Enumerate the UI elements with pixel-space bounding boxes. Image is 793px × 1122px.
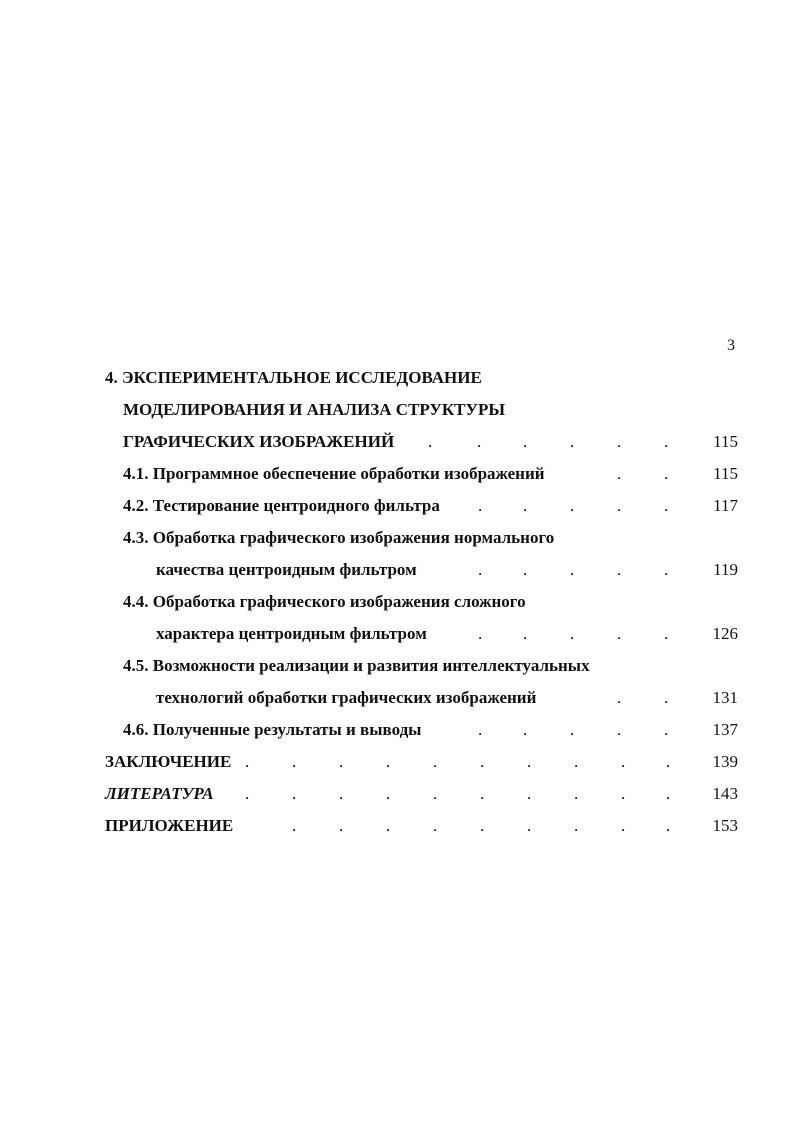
leader-dot: .: [617, 720, 622, 739]
toc-section-4-6-line: [123, 714, 693, 746]
leader-dot: .: [617, 432, 622, 451]
leader-dot: .: [245, 752, 250, 771]
leader-dot: .: [664, 624, 669, 643]
leader-dot: .: [478, 624, 483, 643]
toc-section-4-1-page: 115: [713, 464, 738, 483]
leader-dot: .: [617, 496, 622, 515]
leader-dot: .: [574, 816, 579, 835]
toc-conclusion-line: [105, 746, 695, 778]
toc-literature-line: [105, 778, 695, 810]
toc-section-4-4-title-1: 4.4. Обработка графического изображения сложного: [123, 592, 526, 611]
toc-literature-title: ЛИТЕРАТУРА: [105, 784, 214, 803]
toc-chapter-4-title-2: МОДЕЛИРОВАНИЯ И АНАЛИЗА СТРУКТУРЫ: [123, 400, 506, 419]
leader-dot: .: [339, 816, 344, 835]
leader-dot: .: [664, 560, 669, 579]
leader-dot: .: [245, 784, 250, 803]
leader-dot: .: [617, 624, 622, 643]
leader-dot: .: [433, 752, 438, 771]
toc-chapter-4-page: 115: [713, 432, 738, 451]
leader-dot: .: [339, 752, 344, 771]
leader-dot: .: [527, 784, 532, 803]
toc-section-4-3-title-1: 4.3. Обработка графического изображения нормального: [123, 528, 555, 547]
leader-dot: .: [477, 432, 482, 451]
leader-dot: .: [523, 624, 528, 643]
leader-dot: .: [664, 688, 669, 707]
toc-section-4-5-title-1: 4.5. Возможности реализации и развития интеллектуальных: [123, 656, 590, 675]
leader-dot: .: [570, 432, 575, 451]
leader-dot: .: [570, 624, 575, 643]
toc-section-4-4-line-2: [156, 618, 696, 650]
toc-section-4-2-page: 117: [713, 496, 738, 515]
toc-section-4-1-line: [123, 458, 693, 490]
leader-dot: .: [621, 816, 626, 835]
leader-dot: .: [339, 784, 344, 803]
leader-dot: .: [478, 560, 483, 579]
leader-dot: .: [570, 496, 575, 515]
leader-dot: .: [386, 752, 391, 771]
leader-dot: .: [433, 784, 438, 803]
toc-section-4-5-page: 131: [712, 688, 738, 707]
leader-dot: .: [527, 752, 532, 771]
leader-dot: .: [574, 752, 579, 771]
leader-dot: .: [523, 496, 528, 515]
leader-dot: .: [480, 784, 485, 803]
toc-chapter-4-title-1: 4. ЭКСПЕРИМЕНТАЛЬНОЕ ИССЛЕДОВАНИЕ: [105, 368, 482, 387]
leader-dot: .: [617, 688, 622, 707]
toc-section-4-6-page: 137: [712, 720, 738, 739]
leader-dot: .: [621, 784, 626, 803]
toc-section-4-4-page: 126: [712, 624, 738, 643]
page-number: 3: [727, 337, 735, 354]
leader-dot: .: [433, 816, 438, 835]
leader-dot: .: [480, 752, 485, 771]
leader-dot: .: [523, 560, 528, 579]
leader-dot: .: [617, 464, 622, 483]
leader-dot: .: [666, 784, 671, 803]
toc-appendix-line: [105, 810, 695, 842]
toc-section-4-3-title-2: качества центроидным фильтром: [156, 560, 417, 579]
leader-dot: .: [523, 432, 528, 451]
leader-dot: .: [570, 720, 575, 739]
leader-dot: .: [527, 816, 532, 835]
leader-dot: .: [570, 560, 575, 579]
leader-dot: .: [617, 560, 622, 579]
toc-conclusion-title: ЗАКЛЮЧЕНИЕ: [105, 752, 232, 771]
toc-literature-page: 143: [712, 784, 738, 803]
leader-dot: .: [386, 816, 391, 835]
toc-appendix-page: 153: [712, 816, 738, 835]
leader-dot: .: [478, 720, 483, 739]
toc-section-4-2-title: 4.2. Тестирование центроидного фильтра: [123, 496, 440, 515]
toc-section-4-3-line-2: [156, 554, 696, 586]
leader-dot: .: [292, 752, 297, 771]
toc-section-4-2-line: [123, 490, 693, 522]
table-of-contents: [0, 362, 793, 842]
leader-dot: .: [386, 784, 391, 803]
leader-dot: .: [664, 496, 669, 515]
toc-chapter-4-title-3: ГРАФИЧЕСКИХ ИЗОБРАЖЕНИЙ: [123, 432, 395, 451]
leader-dot: .: [478, 496, 483, 515]
toc-section-4-1-title: 4.1. Программное обеспечение обработки изображений: [123, 464, 545, 483]
leader-dot: .: [292, 816, 297, 835]
leader-dot: .: [621, 752, 626, 771]
leader-dot: .: [292, 784, 297, 803]
toc-section-4-4-title-2: характера центроидным фильтром: [156, 624, 427, 643]
toc-conclusion-page: 139: [712, 752, 738, 771]
toc-section-4-6-title: 4.6. Полученные результаты и выводы: [123, 720, 422, 739]
leader-dot: .: [428, 432, 433, 451]
leader-dot: .: [523, 720, 528, 739]
leader-dot: .: [574, 784, 579, 803]
leader-dot: .: [664, 432, 669, 451]
toc-section-4-5-line-2: [156, 682, 696, 714]
leader-dot: .: [666, 752, 671, 771]
toc-section-4-3-page: 119: [713, 560, 738, 579]
leader-dot: .: [664, 720, 669, 739]
leader-dot: .: [666, 816, 671, 835]
leader-dot: .: [664, 464, 669, 483]
leader-dot: .: [480, 816, 485, 835]
toc-appendix-title: ПРИЛОЖЕНИЕ: [105, 816, 234, 835]
toc-section-4-5-title-2: технологий обработки графических изображений: [156, 688, 537, 707]
